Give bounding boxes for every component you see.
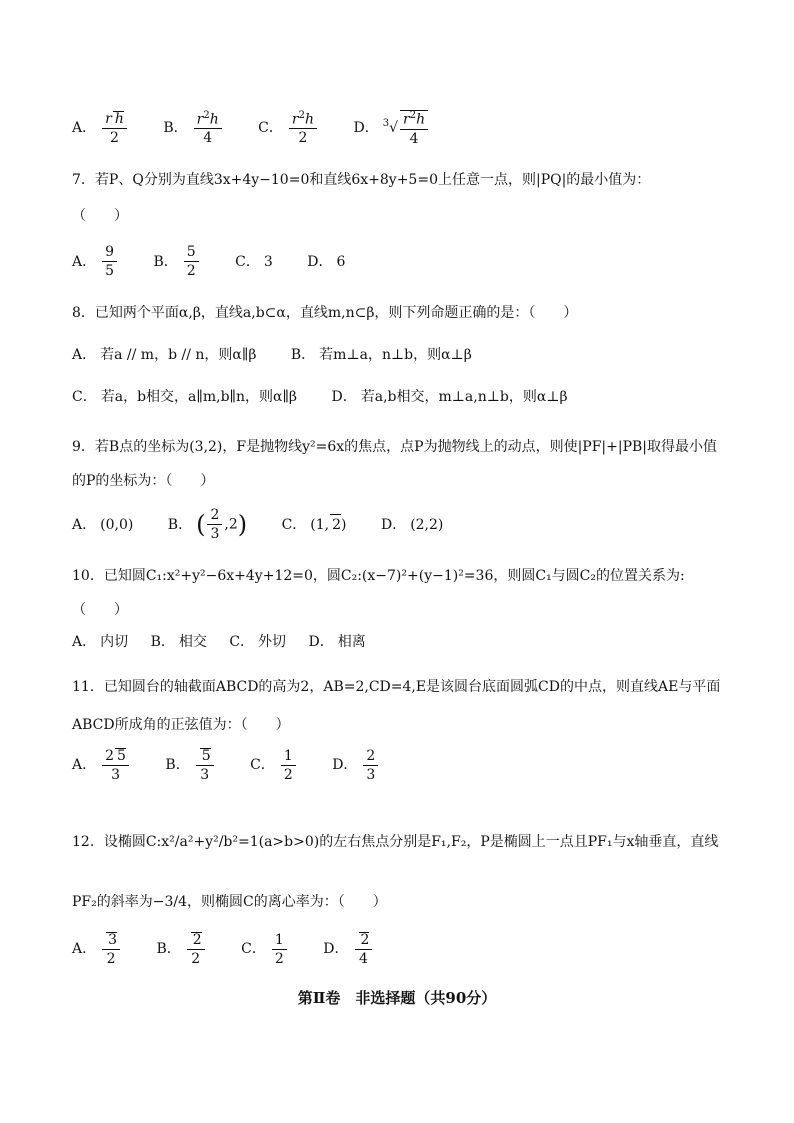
question-9-stem: 9．若B点的坐标为(3,2)，F是抛物线y²=6x的焦点，点P为抛物线上的动点，则使|PF|+|PB|取得最小值的P的坐标为：（ ） (72, 439, 718, 489)
question-8-stem: 8．已知两个平面α,β，直线a,b⊂α，直线m,n⊂β，则下列命题正确的是：（ ） (72, 305, 578, 321)
option-b: B． $\frac{r^2h}{4}$ (163, 111, 223, 146)
question-10-stem: 10．已知圆C₁:x²+y²−6x+4y+12=0，圆C₂:(x−7)²+(y−1)²=36，则圆C₁与圆C₂的位置关系为: (72, 568, 685, 584)
option-d: D． 若a,b相交，m⊥a,n⊥b，则α⊥β (331, 389, 568, 405)
question-6-options (72, 110, 460, 146)
option-a: A． $\frac{3}{2}$ (72, 932, 122, 966)
option-c: C． $\frac{1}{2}$ (241, 933, 289, 966)
question-11-options (72, 748, 410, 782)
option-a: A． (0,0) (72, 516, 134, 533)
section-title: 第Ⅱ卷 非选择题（共90分） (297, 989, 497, 1007)
option-b: B． $\frac{5}{3}$ (165, 748, 215, 782)
option-c: C． (1, 2) (282, 514, 347, 535)
option-d: D． $\frac{2}{4}$ (323, 932, 374, 966)
question-8-options-cd (72, 387, 598, 407)
question-8-options-ab (72, 345, 502, 365)
option-b: B． 若m⊥a，n⊥b，则α⊥β (290, 347, 472, 363)
question-10-options (72, 632, 396, 652)
option-c: C． 3 (235, 253, 273, 270)
question-7-blank: （ ） (72, 208, 128, 224)
option-c: C． 外切 (229, 634, 287, 650)
option-b: B． $\frac{5}{2}$ (154, 245, 201, 278)
option-a: A． 内切 (72, 634, 129, 650)
option-d: D． $^3$√ $\frac{r^2h}{4}$ (353, 110, 430, 146)
question-7-stem: 7．若P、Q分别为直线3x+4y−10=0和直线6x+8y+5=0上任意一点，则|PQ|的最小值为： (72, 172, 651, 188)
option-c: C． $\frac{r^2h}{2}$ (258, 111, 319, 146)
option-d: D． $\frac{2}{3}$ (332, 749, 380, 782)
question-7-options (72, 245, 375, 278)
question-12-stem: 12．设椭圆C:x²/a²+y²/b²=1(a>b>0)的左右焦点分别是F₁,F₂，P是椭圆上一点且PF₁与x轴垂直，直线PF₂的斜率为−3/4，则椭圆C的离心率为：（ ） (72, 834, 719, 910)
question-11-stem: 11．已知圆台的轴截面ABCD的高为2，AB=2,CD=4,E是该圆台底面圆弧CD的中点，则直线AE与平面ABCD所成角的正弦值为：（ ） (72, 679, 721, 733)
option-c: C． 若a，b相交，a∥m,b∥n，则α∥β (72, 389, 298, 405)
question-9-options (72, 508, 473, 541)
question-10-blank: （ ） (72, 602, 128, 618)
option-b: B． 相交 (150, 634, 207, 650)
option-a: A． $\frac{2 5}{3}$ (72, 748, 131, 782)
option-d: D． 相离 (308, 634, 366, 650)
option-d: D． 6 (307, 253, 346, 270)
option-a: A． $\frac{9}{5}$ (72, 245, 119, 278)
option-a: A． 若a // m，b // n，则α∥β (72, 347, 257, 363)
option-b: B． ( $\frac{2}{3}$ ,2) (167, 507, 248, 542)
question-12-options (72, 932, 404, 966)
option-a: A． $\frac{\text{r h}}{2}$ (72, 111, 129, 145)
option-b: B． $\frac{2}{2}$ (157, 932, 207, 966)
option-c: C． $\frac{1}{2}$ (250, 749, 298, 782)
option-d: D． (2,2) (380, 516, 444, 533)
